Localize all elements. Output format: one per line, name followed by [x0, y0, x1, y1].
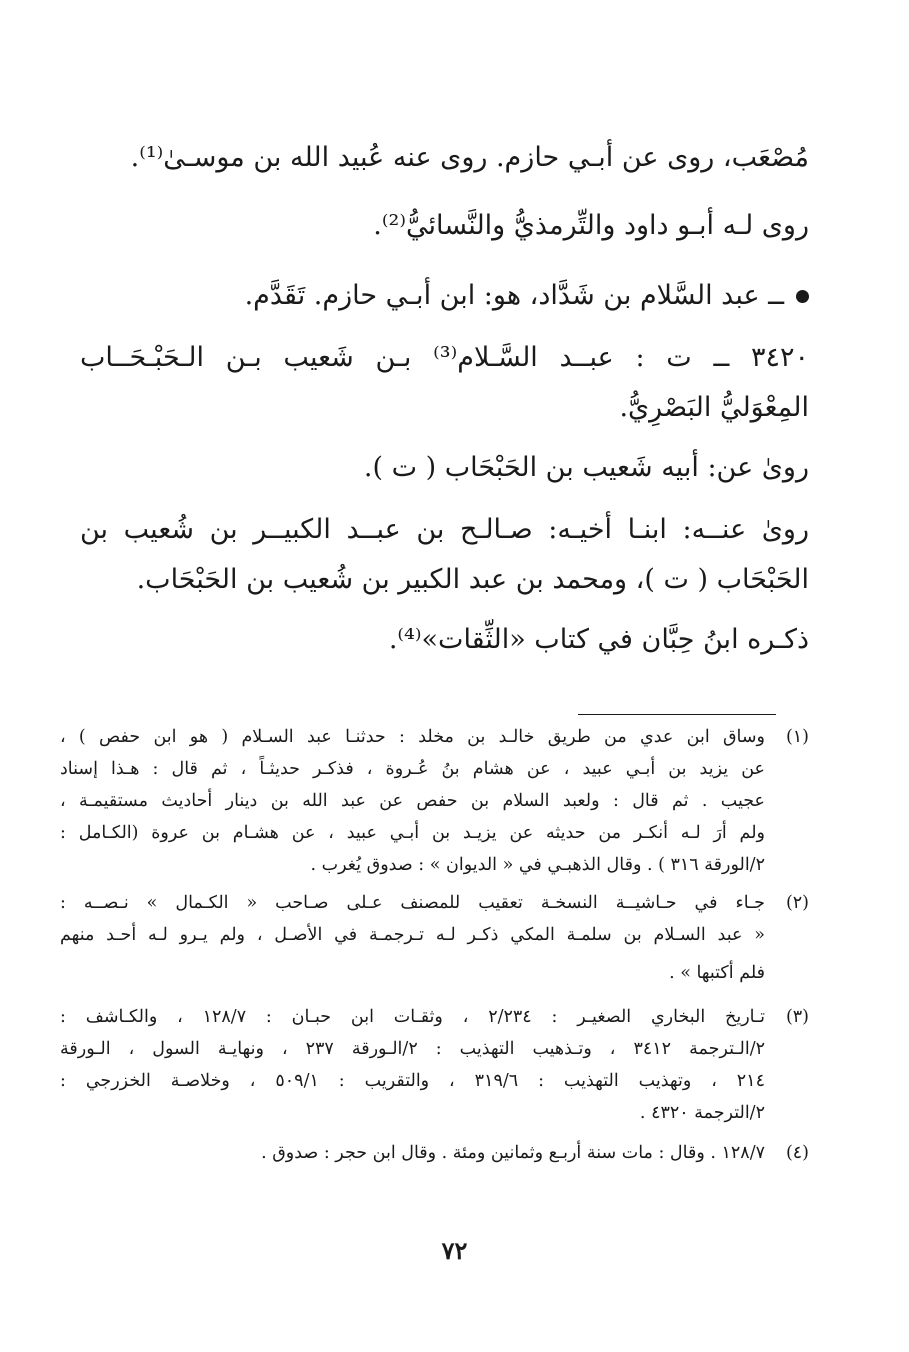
main-line-1: مُصْعَب، روى عن أبـي حازم. روى عنه عُبيد الله بن موسـىٰ⁽¹⁾. [130, 142, 809, 173]
page-number: ٧٢ [441, 1236, 468, 1265]
footnote-3-line-1: تـاريخ البخاري الصغيـر : ٢/٢٣٤ ، وثقـات ابن حبـان : ١٢٨/٧ ، والكـاشف : [60, 1007, 765, 1027]
bullet-icon [796, 290, 809, 303]
footnote-3-line-4: ٢/الترجمة ٤٣٢٠ . [639, 1103, 765, 1123]
main-line-7: روىٰ عنــه: ابنـا أخيـه: صـالـح بن عبــد الكبيــر بن شُعيب بن [80, 514, 809, 545]
footnote-2-number: (٢) [785, 893, 809, 913]
entry-heading-line: ٣٤٢٠ ــ ت : عبــد السَّـلام⁽³⁾ بـن شَعيب بـن الـحَبْـحَــاب [80, 342, 809, 373]
footnote-1-line-5: ٢/الورقة ٣١٦ ) . وقال الذهبـي في « الديوان » : صدوق يُغرب . [310, 855, 765, 875]
footnote-2-line-1: جـاء في حـاشيــة النسخـة تعقيب للمصنف عـلى صـاحب « الكـمال » نـصــه : [60, 893, 765, 913]
footnote-4-line-1: ١٢٨/٧ . وقال : مات سنة أربـع وثمانين ومئة . وقال ابن حجر : صدوق . [261, 1143, 765, 1163]
footnote-3-line-3: ٢١٤ ، وتهذيب التهذيب : ٣١٩/٦ ، والتقريب : ٥٠٩/١ ، وخلاصـة الخزرجي : [60, 1071, 765, 1091]
main-line-5: المِعْوَليُّ البَصْرِيُّ. [619, 392, 809, 423]
main-line-3-text: ــ عبد السَّلام بن شَدَّاد، هو: ابن أبـي حازم. تَقَدَّم. [244, 280, 784, 311]
footnote-1-line-2: عن يزيد بن أبـي عبيد ، عن هشام بنُ عُـروة ، فذكـر حديثـاً ، ثم قال : هـذا إسناد [60, 759, 765, 779]
main-line-2: روى لـه أبـو داود والتِّرمذيُّ والنَّسائيُّ⁽²⁾. [373, 210, 809, 241]
footnote-3-line-2: ٢/الـترجمة ٣٤١٢ ، وتـذهيب التهذيب : ٢/الـورقة ٢٣٧ ، ونهايـة السول ، الـورقة [60, 1039, 765, 1059]
footnote-1-line-1: وساق ابن عدي من طريق خالـد بن مخلد : حدثنـا عبد السـلام ( هو ابن حفص ) ، [60, 727, 765, 747]
footnote-3-number: (٣) [785, 1007, 809, 1027]
footnote-1-number: (١) [785, 727, 809, 747]
main-line-8: الحَبْحَاب ( ت )، ومحمد بن عبد الكبير بن شُعيب بن الحَبْحَاب. [136, 564, 809, 595]
main-line-9: ذكـره ابنُ حِبَّان في كتاب «الثِّقات»⁽⁴⁾. [388, 624, 809, 655]
footnote-divider [578, 714, 776, 715]
footnote-2-line-3: فلم أكتبها » . [669, 963, 765, 983]
footnote-1-line-3: عجيب . ثم قال : ولعبد السلام بن حفص عن عبد الله بن دينار أحاديث مستقيمـة ، [60, 791, 765, 811]
footnote-2-line-2: « عبد السـلام بن سلمـة المكي ذكـر لـه تـرجمـة في الأصـل ، ولم يـرو لـه أحـد منهم [60, 925, 765, 945]
main-line-6: روىٰ عن: أبيه شَعيب بن الحَبْحَاب ( ت ). [363, 452, 809, 483]
footnote-1-line-4: ولم أرَ لـه أنكـر من حديثه عن يزيـد بن أبـي عبيد ، عن هشـام بن عروة (الكـامل : [60, 823, 765, 843]
footnote-4-number: (٤) [785, 1143, 809, 1163]
main-line-3 [245, 276, 809, 316]
